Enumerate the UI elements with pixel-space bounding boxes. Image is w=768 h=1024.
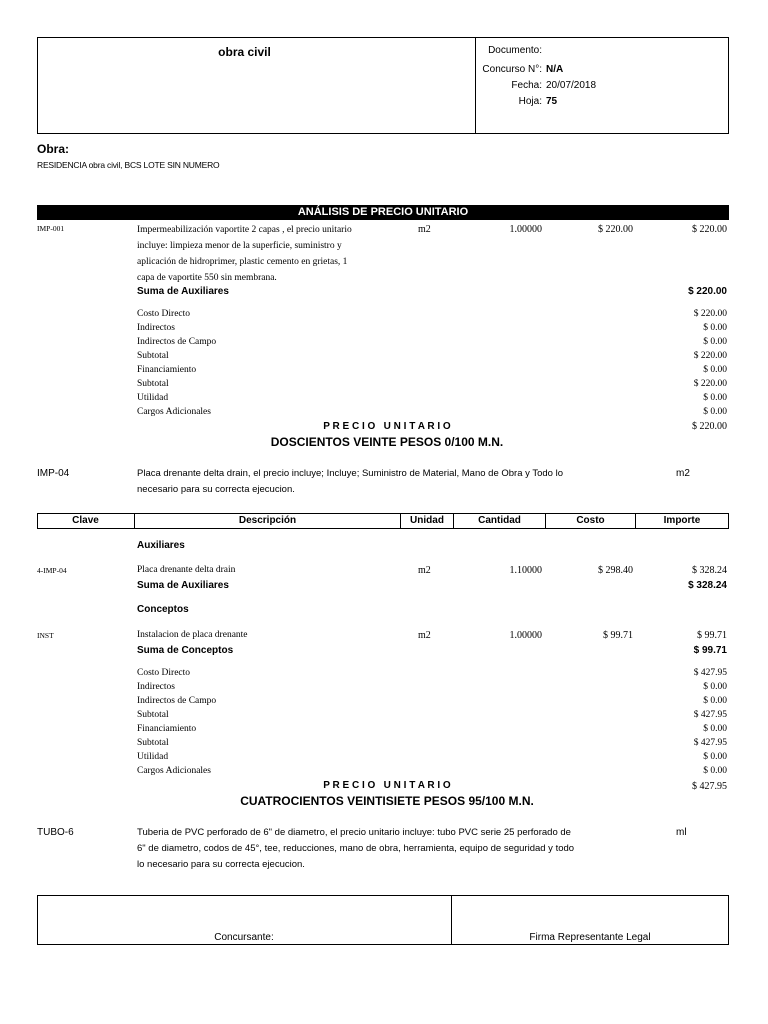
item1-cantidad: 1.00000 <box>509 224 542 235</box>
header-cantidad: Cantidad <box>478 515 521 526</box>
item1-costo: $ 220.00 <box>598 224 633 235</box>
summary-value: $ 427.95 <box>693 738 727 748</box>
item3-desc-line: Tuberia de PVC perforado de 6" de diametro, el precio unitario incluye: tubo PVC serie 25 perforado de <box>137 827 571 838</box>
aux-clave: 4-IMP-04 <box>37 566 67 575</box>
item2-precio-value: $ 427.95 <box>692 781 727 792</box>
summary-label: Cargos Adicionales <box>137 766 211 776</box>
summary-value: $ 0.00 <box>703 682 727 692</box>
item3-unidad: ml <box>676 827 687 838</box>
header-clave: Clave <box>72 515 99 526</box>
summary-label: Costo Directo <box>137 309 191 319</box>
item2-desc-line: Placa drenante delta drain, el precio incluye; Incluye; Suministro de Material, Mano de Obra y Todo lo <box>137 468 563 479</box>
summary-value: $ 220.00 <box>693 309 727 319</box>
item1-precio-text: DOSCIENTOS VEINTE PESOS 0/100 M.N. <box>270 435 504 449</box>
item2-desc-line: necesario para su correcta ejecucion. <box>137 484 295 495</box>
summary-label: Subtotal <box>137 379 169 389</box>
item2-summary-labels <box>137 666 216 778</box>
summary-value: $ 0.00 <box>703 766 727 776</box>
summary-value: $ 220.00 <box>693 379 727 389</box>
item2-description <box>137 466 617 498</box>
obra-label: Obra: <box>37 142 70 156</box>
summary-label: Subtotal <box>137 351 169 361</box>
summary-value: $ 0.00 <box>703 393 727 403</box>
conc-suma-value: $ 99.71 <box>693 645 727 656</box>
summary-label: Indirectos <box>137 682 175 692</box>
concurso-label: Concurso N°: <box>482 64 542 75</box>
item1-unidad: m2 <box>418 224 431 235</box>
summary-label: Cargos Adicionales <box>137 407 211 417</box>
summary-value: $ 0.00 <box>703 337 727 347</box>
aux-costo: $ 298.40 <box>598 565 633 576</box>
conc-desc: Instalacion de placa drenante <box>137 630 248 640</box>
header-descripcion: Descripción <box>238 515 297 526</box>
summary-label: Financiamiento <box>137 724 197 734</box>
concurso-value: N/A <box>546 64 564 75</box>
document-title: obra civil <box>218 45 271 59</box>
firma-label: Firma Representante Legal <box>529 932 651 943</box>
conc-cantidad: 1.00000 <box>509 630 542 641</box>
concursante-label: Concursante: <box>214 932 274 943</box>
conc-importe: $ 99.71 <box>697 630 727 641</box>
fecha-label: Fecha: <box>511 80 542 91</box>
item2-summary-values <box>640 666 727 778</box>
summary-value: $ 0.00 <box>703 323 727 333</box>
hoja-label: Hoja: <box>518 96 542 107</box>
aux-suma-value: $ 328.24 <box>688 580 727 591</box>
header-importe: Importe <box>663 515 701 526</box>
item2-precio-label: P R E C I O U N I T A R I O <box>323 780 451 791</box>
summary-value: $ 0.00 <box>703 407 727 417</box>
aux-cantidad: 1.10000 <box>509 565 542 576</box>
summary-label: Utilidad <box>137 393 169 403</box>
summary-label: Utilidad <box>137 752 169 762</box>
summary-value: $ 220.00 <box>693 351 727 361</box>
aux-desc: Placa drenante delta drain <box>137 565 236 575</box>
item1-suma-label: Suma de Auxiliares <box>137 286 229 297</box>
summary-value: $ 0.00 <box>703 365 727 375</box>
documento-label: Documento: <box>488 45 542 56</box>
item1-importe: $ 220.00 <box>692 224 727 235</box>
item1-desc-line: aplicación de hidroprimer, plastic cemento en grietas, 1 <box>137 257 348 267</box>
aux-title: Auxiliares <box>137 540 185 551</box>
item1-desc-line: capa de vaportite 550 sin membrana. <box>137 273 277 283</box>
summary-value: $ 427.95 <box>693 668 727 678</box>
item1-description <box>137 222 397 286</box>
header-unidad: Unidad <box>410 515 444 526</box>
aux-unidad: m2 <box>418 565 431 576</box>
summary-value: $ 0.00 <box>703 724 727 734</box>
item1-suma-value: $ 220.00 <box>688 286 727 297</box>
summary-label: Costo Directo <box>137 668 191 678</box>
summary-label: Indirectos <box>137 323 175 333</box>
item2-unidad: m2 <box>676 468 690 479</box>
item3-description <box>137 825 617 873</box>
conc-costo: $ 99.71 <box>603 630 633 641</box>
item3-clave: TUBO-6 <box>37 827 74 838</box>
item1-precio-value: $ 220.00 <box>692 421 727 432</box>
item1-desc-line: incluye: limpieza menor de la superficie, suministro y <box>137 241 342 251</box>
conc-clave: INST <box>37 631 54 640</box>
conc-title: Conceptos <box>137 604 189 615</box>
obra-value: RESIDENCIA obra civil, BCS LOTE SIN NUMERO <box>37 160 220 170</box>
fecha-value: 20/07/2018 <box>546 80 597 91</box>
item1-summary-values <box>640 307 727 419</box>
summary-value: $ 0.00 <box>703 696 727 706</box>
item1-clave: IMP-001 <box>37 224 65 233</box>
section-title: ANÁLISIS DE PRECIO UNITARIO <box>37 205 729 220</box>
summary-label: Indirectos de Campo <box>137 337 217 347</box>
item1-summary-labels <box>137 307 216 419</box>
item3-desc-line: lo necesario para su correcta ejecucion. <box>137 859 305 870</box>
summary-label: Subtotal <box>137 710 169 720</box>
item2-precio-text: CUATROCIENTOS VEINTISIETE PESOS 95/100 M.N. <box>240 794 534 808</box>
summary-value: $ 0.00 <box>703 752 727 762</box>
item1-precio-label: P R E C I O U N I T A R I O <box>323 421 451 432</box>
summary-label: Financiamiento <box>137 365 197 375</box>
summary-value: $ 427.95 <box>693 710 727 720</box>
item3-desc-line: 6" de diametro, codos de 45°, tee, reducciones, mano de obra, herramienta, equipo de seguridad y todo <box>137 843 575 854</box>
header-costo: Costo <box>576 515 605 526</box>
conc-unidad: m2 <box>418 630 431 641</box>
hoja-value: 75 <box>546 96 558 107</box>
item2-clave: IMP-04 <box>37 468 70 479</box>
item1-desc-line: Impermeabilización vaportite 2 capas , el precio unitario <box>137 225 352 235</box>
aux-suma-label: Suma de Auxiliares <box>137 580 229 591</box>
summary-label: Indirectos de Campo <box>137 696 217 706</box>
aux-importe: $ 328.24 <box>692 565 727 576</box>
summary-label: Subtotal <box>137 738 169 748</box>
conc-suma-label: Suma de Conceptos <box>137 645 234 656</box>
